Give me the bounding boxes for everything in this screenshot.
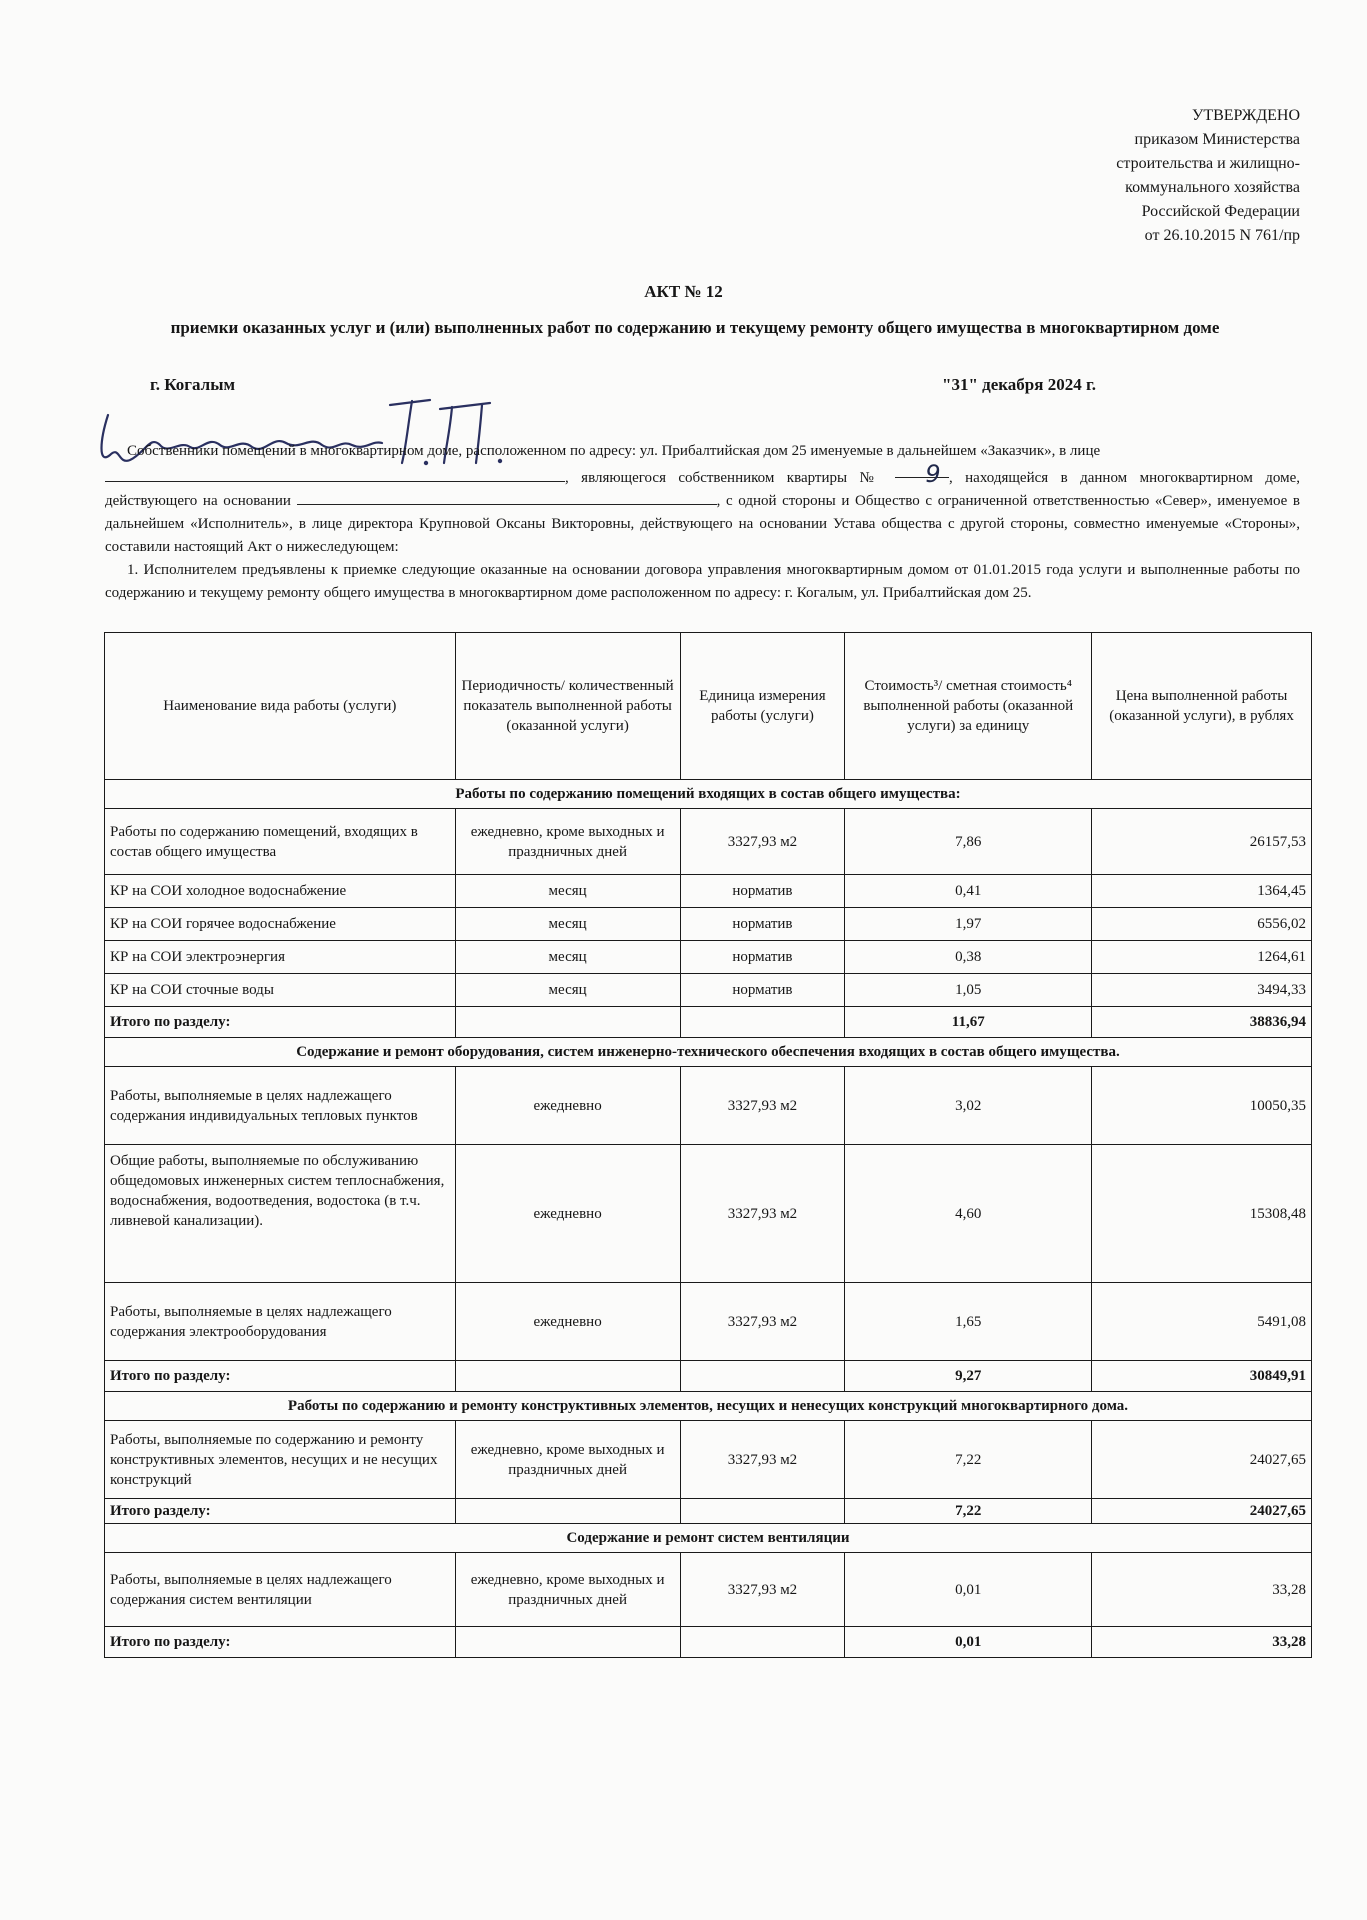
total-label: Итого разделу:: [105, 1499, 456, 1524]
section-title: Работы по содержанию и ремонту конструктивных элементов, несущих и ненесущих конструкций многоквартирного дома.: [105, 1392, 1312, 1421]
work-price: 3494,33: [1092, 974, 1312, 1007]
work-name: Работы, выполняемые в целях надлежащего содержания индивидуальных тепловых пунктов: [105, 1067, 456, 1145]
table-row: [105, 1283, 1312, 1361]
work-unit: норматив: [680, 875, 845, 908]
section-title-row: [105, 1524, 1312, 1553]
work-price: 6556,02: [1092, 908, 1312, 941]
work-unit: 3327,93 м2: [680, 1421, 845, 1499]
act-date: "31" декабря 2024 г.: [942, 375, 1097, 394]
work-price: 1364,45: [1092, 875, 1312, 908]
total-empty: [680, 1627, 845, 1658]
total-empty: [680, 1499, 845, 1524]
approval-line: коммунального хозяйства: [1125, 179, 1300, 196]
total-empty: [680, 1007, 845, 1038]
total-empty: [455, 1499, 680, 1524]
work-unit: норматив: [680, 974, 845, 1007]
work-period: месяц: [455, 974, 680, 1007]
work-period: ежедневно, кроме выходных и праздничных дней: [455, 1421, 680, 1499]
act-intro: [105, 440, 1300, 605]
total-cost: 0,01: [845, 1627, 1092, 1658]
section-total-row: [105, 1499, 1312, 1524]
approval-line: строительства и жилищно-: [1116, 155, 1300, 172]
work-price: 15308,48: [1092, 1145, 1312, 1283]
work-period: ежедневно: [455, 1067, 680, 1145]
work-name: Работы, выполняемые в целях надлежащего содержания систем вентиляции: [105, 1553, 456, 1627]
total-price: 24027,65: [1092, 1499, 1312, 1524]
total-label: Итого по разделу:: [105, 1007, 456, 1038]
work-unit: норматив: [680, 908, 845, 941]
works-table: [104, 632, 1312, 1658]
table-row: [105, 908, 1312, 941]
total-cost: 9,27: [845, 1361, 1092, 1392]
work-price: 10050,35: [1092, 1067, 1312, 1145]
table-row: [105, 1421, 1312, 1499]
approval-line: Российской Федерации: [1141, 203, 1300, 220]
work-unit: 3327,93 м2: [680, 1067, 845, 1145]
work-cost: 0,01: [845, 1553, 1092, 1627]
work-price: 5491,08: [1092, 1283, 1312, 1361]
work-name: КР на СОИ холодное водоснабжение: [105, 875, 456, 908]
total-label: Итого по разделу:: [105, 1361, 456, 1392]
work-name: Общие работы, выполняемые по обслуживанию общедомовых инженерных систем теплоснабжения, водоснабжения, водоотведения, водостока (в т.ч. ливневой канализации).: [105, 1145, 456, 1283]
intro-part-3: , находящейся в данном многоквартирном доме, действующего на основании: [105, 470, 1301, 509]
work-name: КР на СОИ сточные воды: [105, 974, 456, 1007]
intro-part-4: , с одной стороны и Общество с ограниченной ответственностью «Север», именуемое в дальнейшем «Исполнитель», в лице директора Крупновой Оксаны Викторовны, действующего на основании Устава общества с другой стороны, совместно именуемые «Стороны», составили настоящий Акт о нижеследующем:: [105, 493, 1301, 555]
column-header-price: Цена выполненной работы (оказанной услуги), в рублях: [1092, 633, 1312, 780]
representative-blank-line: [105, 467, 565, 482]
section-title: Работы по содержанию помещений входящих в состав общего имущества:: [105, 780, 1312, 809]
table-row: [105, 941, 1312, 974]
intro-paragraph: [105, 440, 1300, 559]
work-period: ежедневно, кроме выходных и праздничных дней: [455, 1553, 680, 1627]
total-empty: [455, 1627, 680, 1658]
total-label: Итого по разделу:: [105, 1627, 456, 1658]
column-header-name: Наименование вида работы (услуги): [105, 633, 456, 780]
work-period: ежедневно, кроме выходных и праздничных дней: [455, 809, 680, 875]
table-row: [105, 1553, 1312, 1627]
work-cost: 0,38: [845, 941, 1092, 974]
work-period: месяц: [455, 908, 680, 941]
work-name: Работы, выполняемые в целях надлежащего содержания электрооборудования: [105, 1283, 456, 1361]
total-price: 38836,94: [1092, 1007, 1312, 1038]
work-period: ежедневно: [455, 1145, 680, 1283]
section-title: Содержание и ремонт оборудования, систем инженерно-технического обеспечения входящих в состав общего имущества.: [105, 1038, 1312, 1067]
table-row: [105, 974, 1312, 1007]
work-name: Работы, выполняемые по содержанию и ремонту конструктивных элементов, несущих и не несущих конструкций: [105, 1421, 456, 1499]
total-price: 33,28: [1092, 1627, 1312, 1658]
work-unit: 3327,93 м2: [680, 1283, 845, 1361]
column-header-unit: Единица измерения работы (услуги): [680, 633, 845, 780]
approval-line: от 26.10.2015 N 761/пр: [1144, 227, 1300, 244]
work-cost: 4,60: [845, 1145, 1092, 1283]
section-title-row: [105, 1038, 1312, 1067]
total-price: 30849,91: [1092, 1361, 1312, 1392]
work-name: КР на СОИ горячее водоснабжение: [105, 908, 456, 941]
work-cost: 7,86: [845, 809, 1092, 875]
table-row: [105, 809, 1312, 875]
basis-blank-line: [297, 490, 717, 505]
table-row: [105, 875, 1312, 908]
total-cost: 7,22: [845, 1499, 1092, 1524]
act-city: г. Когалым: [150, 375, 236, 394]
apartment-number-field: [895, 460, 949, 488]
total-empty: [455, 1361, 680, 1392]
apartment-number: 9: [925, 460, 941, 488]
intro-part-1: Собственники помещений в многоквартирном доме, расположенном по адресу: ул. Прибалтийская дом 25 именуемые в дальнейшем «Заказчик», в лице: [127, 443, 1101, 459]
work-unit: 3327,93 м2: [680, 1553, 845, 1627]
table-row: [105, 1145, 1312, 1283]
work-unit: 3327,93 м2: [680, 809, 845, 875]
approval-line: приказом Министерства: [1134, 131, 1300, 148]
work-cost: 1,65: [845, 1283, 1092, 1361]
act-subtitle: приемки оказанных услуг и (или) выполненных работ по содержанию и текущему ремонту общего имущества в многоквартирном доме: [170, 318, 1220, 337]
work-price: 33,28: [1092, 1553, 1312, 1627]
approval-line: УТВЕРЖДЕНО: [1191, 107, 1300, 124]
work-price: 26157,53: [1092, 809, 1312, 875]
point-1: 1. Исполнителем предъявлены к приемке следующие оказанные на основании договора управления многоквартирным домом от 01.01.2015 года услуги и выполненные работы по содержанию и текущему ремонту общего имущества в многоквартирном доме расположенном по адресу: г. Когалым, ул. Прибалтийская дом 25.: [105, 562, 1300, 601]
section-total-row: [105, 1007, 1312, 1038]
table-row: [105, 1067, 1312, 1145]
work-name: Работы по содержанию помещений, входящих в состав общего имущества: [105, 809, 456, 875]
work-cost: 1,05: [845, 974, 1092, 1007]
work-price: 1264,61: [1092, 941, 1312, 974]
approval-stamp-block: [1116, 104, 1300, 248]
section-title: Содержание и ремонт систем вентиляции: [105, 1524, 1312, 1553]
work-unit: норматив: [680, 941, 845, 974]
column-header-cost: Стоимость³/ сметная стоимость⁴ выполненной работы (оказанной услуги) за единицу: [845, 633, 1092, 780]
section-total-row: [105, 1361, 1312, 1392]
total-empty: [680, 1361, 845, 1392]
section-title-row: [105, 780, 1312, 809]
total-empty: [455, 1007, 680, 1038]
intro-part-2: , являющегося собственником квартиры №: [565, 470, 883, 486]
work-name: КР на СОИ электроэнергия: [105, 941, 456, 974]
work-price: 24027,65: [1092, 1421, 1312, 1499]
work-cost: 1,97: [845, 908, 1092, 941]
act-title: АКТ № 12: [644, 282, 723, 301]
work-period: месяц: [455, 875, 680, 908]
table-header-row: [105, 633, 1312, 780]
column-header-period: Периодичность/ количественный показатель выполненной работы (оказанной услуги): [455, 633, 680, 780]
section-title-row: [105, 1392, 1312, 1421]
work-unit: 3327,93 м2: [680, 1145, 845, 1283]
work-cost: 0,41: [845, 875, 1092, 908]
total-cost: 11,67: [845, 1007, 1092, 1038]
work-period: ежедневно: [455, 1283, 680, 1361]
work-cost: 7,22: [845, 1421, 1092, 1499]
work-period: месяц: [455, 941, 680, 974]
work-cost: 3,02: [845, 1067, 1092, 1145]
section-total-row: [105, 1627, 1312, 1658]
